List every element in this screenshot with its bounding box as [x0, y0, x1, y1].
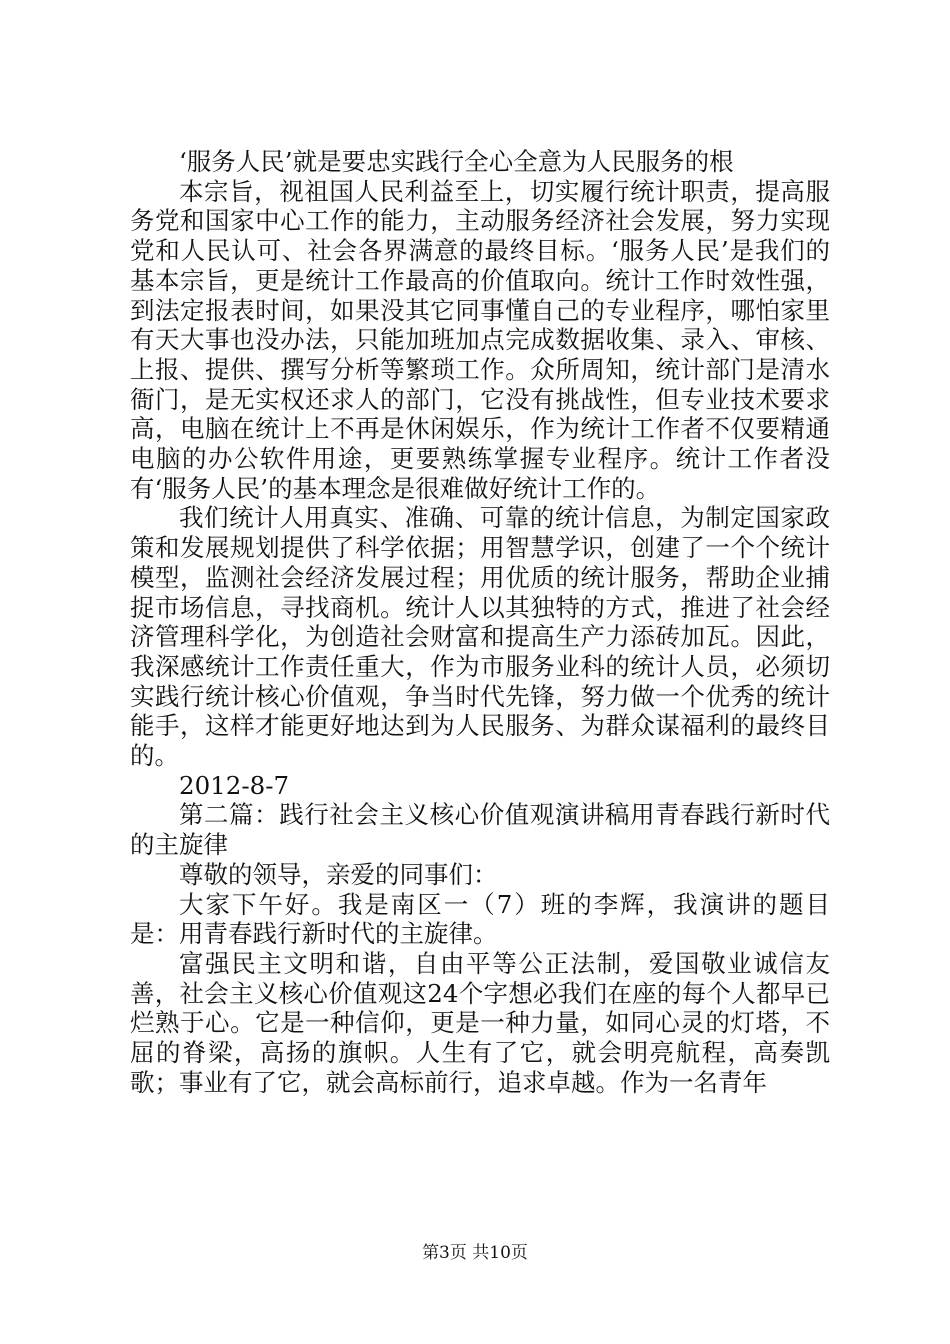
paragraph-salutation: 尊敬的领导，亲爱的同事们： [179, 859, 498, 889]
page-number-footer: 第3页 共10页 [422, 1243, 528, 1263]
paragraph-statistics-role: 我们统计人用真实、准确、可靠的统计信息，为制定国家政策和发展规划提供了科学依据；用智慧学识，创建了一个个统计模型，监测社会经济发展过程；用优质的统计服务，帮助企业捕捉市场信息，寻找商机。统计人以其独特的方式，推进了社会经济管理科学化，为创造社会财富和提高生产力添砖加瓦。因此，我深感统计工作责任重大，作为市服务业科的统计人员，必须切实践行统计核心价值观，争当时代先锋，努力做一个优秀的统计能手，这样才能更好地达到为人民服务、为群众谋福利的最终目的。 [130, 503, 830, 771]
paragraph-greeting: 大家下午好。我是南区一（7）班的李辉，我演讲的题目是：用青春践行新时代的主旋律。 [130, 889, 830, 949]
paragraph-date: 2012-8-7 [179, 770, 290, 800]
paragraph-service-intro: ‘服务人民’就是要忠实践行全心全意为人民服务的根 [179, 147, 734, 176]
paragraph-section-title: 第二篇：践行社会主义核心价值观演讲稿用青春践行新时代的主旋律 [130, 800, 830, 860]
paragraph-service-purpose: 本宗旨，视祖国人民利益至上，切实履行统计职责，提高服务党和国家中心工作的能力，主动服务经济社会发展，努力实现党和人民认可、社会各界满意的最终目标。‘服务人民’是我们的基本宗旨，更是统计工作最高的价值取向。统计工作时效性强，到法定报表时间，如果没其它同事懂自己的专业程序，哪怕家里有天大事也没办法，只能加班加点完成数据收集、录入、审核、上报、提供、撰写分析等繁琐工作。众所周知，统计部门是清水衙门，是无实权还求人的部门，它没有挑战性，但专业技术要求高，电脑在统计上不再是休闲娱乐，作为统计工作者不仅要精通电脑的办公软件用途，更要熟练掌握专业程序。统计工作者没有‘服务人民’的基本理念是很难做好统计工作的。 [130, 176, 830, 503]
document-body [130, 147, 830, 1098]
paragraph-core-values: 富强民主文明和谐，自由平等公正法制，爱国敬业诚信友善，社会主义核心价值观这24个字想必我们在座的每个人都早已烂熟于心。它是一种信仰，更是一种力量，如同心灵的灯塔，不屈的脊梁，高扬的旗帜。人生有了它，就会明亮航程，高奏凯歌；事业有了它，就会高标前行，追求卓越。作为一名青年 [130, 948, 830, 1097]
